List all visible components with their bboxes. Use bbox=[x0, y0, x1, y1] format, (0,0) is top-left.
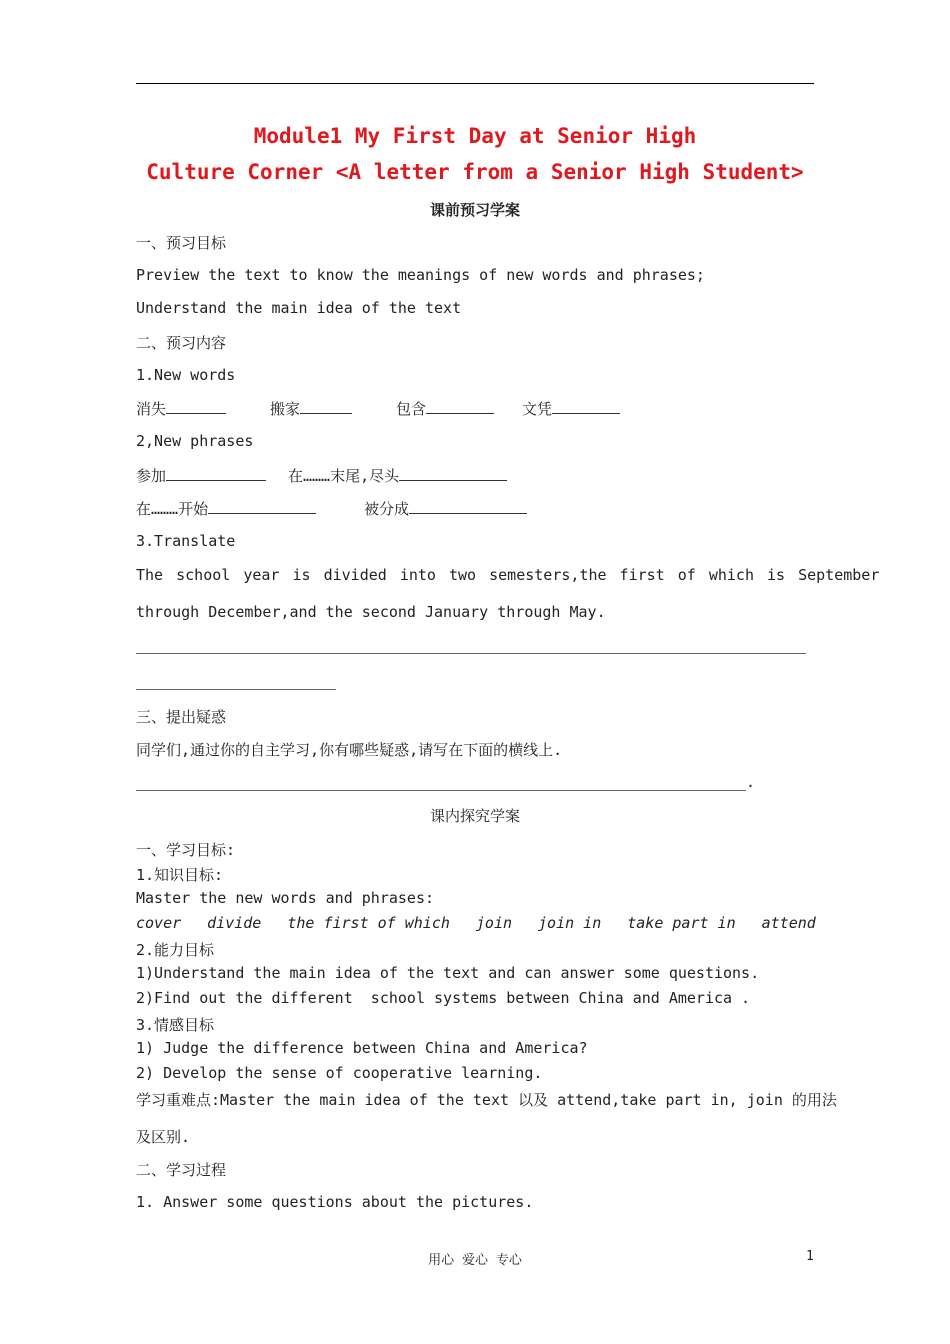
key-points-line-1: 学习重难点:Master the main idea of the text 以及 attend,take part in, join 的用法 bbox=[136, 1091, 837, 1109]
title-line-1: Module1 My First Day at Senior High bbox=[253, 124, 697, 148]
vocab-item: divide bbox=[207, 914, 262, 932]
header-rule bbox=[136, 83, 814, 84]
pre-goal-1: Preview the text to know the meanings of new words and phrases; bbox=[136, 266, 705, 284]
phrase-label: 被分成 bbox=[364, 500, 410, 518]
section-in-heading: 课内探究学案 bbox=[429, 807, 520, 825]
vocab-item: cover bbox=[136, 914, 182, 932]
word-item bbox=[396, 398, 494, 419]
phrase-item bbox=[364, 498, 527, 519]
phrase-item bbox=[136, 465, 266, 486]
emotion-heading: 3.情感目标 bbox=[136, 1016, 215, 1034]
process-heading: 二、学习过程 bbox=[136, 1161, 227, 1179]
answer-line[interactable] bbox=[136, 653, 806, 654]
phrase-label: 参加 bbox=[136, 467, 167, 485]
answer-blank[interactable] bbox=[426, 399, 494, 414]
title-line-2: Culture Corner <A letter from a Senior High Student> bbox=[146, 160, 804, 184]
doubt-heading: 三、提出疑惑 bbox=[136, 708, 227, 726]
pre-goal-heading: 一、预习目标 bbox=[136, 234, 227, 252]
translate-heading: 3.Translate bbox=[136, 532, 236, 550]
word-item bbox=[136, 398, 226, 419]
section-pre-heading: 课前预习学案 bbox=[429, 201, 520, 219]
emotion-2: 2) Develop the sense of cooperative learning. bbox=[136, 1064, 543, 1082]
ability-heading: 2.能力目标 bbox=[136, 941, 215, 959]
answer-blank[interactable] bbox=[300, 399, 352, 414]
phrases-heading: 2,New phrases bbox=[136, 432, 254, 450]
master-line: Master the new words and phrases: bbox=[136, 889, 435, 907]
answer-blank[interactable] bbox=[409, 499, 527, 514]
vocab-item: join in bbox=[538, 914, 602, 932]
doubt-instruction: 同学们,通过你的自主学习,你有哪些疑惑,请写在下面的横线上. bbox=[136, 741, 563, 759]
phrase-label: 在………末尾,尽头 bbox=[288, 467, 400, 485]
word-label: 包含 bbox=[396, 400, 427, 418]
vocab-item: the first of which bbox=[287, 914, 450, 932]
pre-goal-2: Understand the main idea of the text bbox=[136, 299, 462, 317]
answer-line[interactable] bbox=[136, 790, 746, 791]
word-label: 搬家 bbox=[270, 400, 301, 418]
phrase-label: 在………开始 bbox=[136, 500, 209, 518]
pre-content-heading: 二、预习内容 bbox=[136, 334, 227, 352]
word-label: 文凭 bbox=[522, 400, 553, 418]
page-number: 1 bbox=[806, 1249, 814, 1264]
word-label: 消失 bbox=[136, 400, 167, 418]
vocab-item: join bbox=[475, 914, 513, 932]
vocab-list bbox=[136, 914, 816, 932]
answer-blank[interactable] bbox=[208, 499, 316, 514]
answer-blank[interactable] bbox=[166, 466, 266, 481]
doubt-period: . bbox=[746, 773, 756, 791]
in-goal-heading: 一、学习目标: bbox=[136, 841, 236, 859]
new-words-heading: 1.New words bbox=[136, 366, 236, 384]
ability-1: 1)Understand the main idea of the text and can answer some questions. bbox=[136, 964, 760, 982]
translate-line-2: through December,and the second January through May. bbox=[136, 603, 606, 621]
key-points-line-2: 及区别. bbox=[136, 1128, 191, 1146]
answer-blank[interactable] bbox=[166, 399, 226, 414]
emotion-1: 1) Judge the difference between China and America? bbox=[136, 1039, 588, 1057]
answer-line[interactable] bbox=[136, 689, 336, 690]
phrase-item bbox=[288, 465, 507, 486]
process-item-1: 1. Answer some questions about the pictures. bbox=[136, 1193, 534, 1211]
knowledge-heading: 1.知识目标: bbox=[136, 866, 224, 884]
ability-2: 2)Find out the different school systems between China and America . bbox=[136, 989, 751, 1007]
translate-line-1: The school year is divided into two semesters,the first of which is September bbox=[136, 566, 880, 584]
vocab-item: take part in bbox=[627, 914, 736, 932]
answer-blank[interactable] bbox=[399, 466, 507, 481]
word-item bbox=[270, 398, 352, 419]
answer-blank[interactable] bbox=[552, 399, 620, 414]
page-footer: 用心 爱心 专心 bbox=[428, 1253, 522, 1268]
phrase-item bbox=[136, 498, 316, 519]
word-item bbox=[522, 398, 620, 419]
vocab-item: attend bbox=[761, 914, 816, 932]
